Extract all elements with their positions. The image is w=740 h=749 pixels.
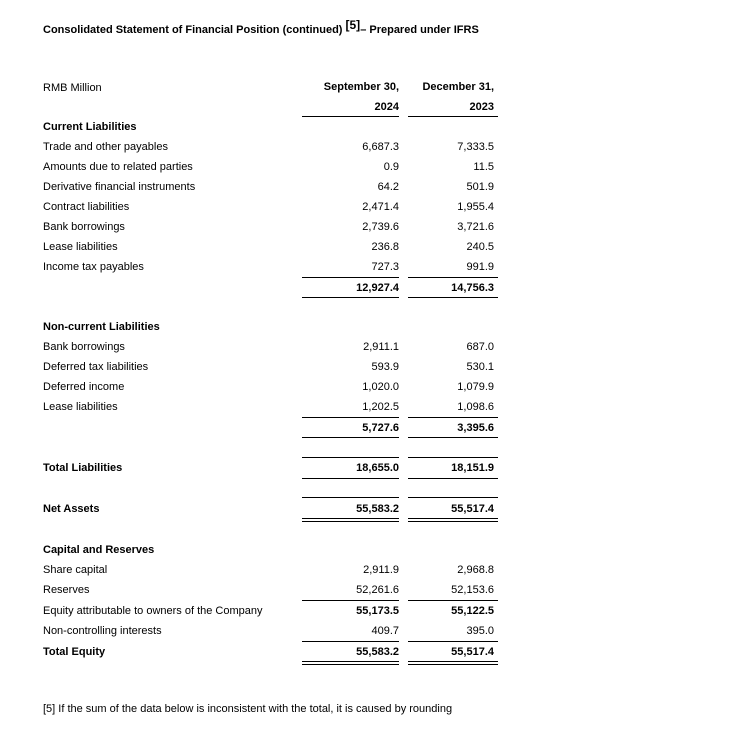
subtotal-2023: 14,756.3 bbox=[451, 282, 494, 294]
table-row bbox=[0, 138, 740, 156]
value-2024: 52,261.6 bbox=[356, 584, 399, 596]
table-row bbox=[0, 561, 740, 579]
value-2023: 240.5 bbox=[466, 241, 494, 253]
row-label: Share capital bbox=[43, 564, 108, 576]
total-liabilities-bottom-rule-2023 bbox=[408, 478, 498, 479]
value-2023: 501.9 bbox=[466, 181, 494, 193]
column-header-2024-line2: 2024 bbox=[374, 101, 399, 113]
header-underline-2024 bbox=[302, 116, 399, 117]
total-liabilities-top-rule-2023 bbox=[408, 457, 498, 458]
statement-title bbox=[43, 18, 479, 36]
total-equity-row bbox=[0, 643, 740, 661]
net-assets-top-rule-2024 bbox=[302, 497, 399, 498]
total-liabilities-bottom-rule-2024 bbox=[302, 478, 399, 479]
value-2023: 55,517.4 bbox=[451, 646, 494, 658]
row-label: Bank borrowings bbox=[43, 341, 125, 353]
total-liabilities-top-rule-2024 bbox=[302, 457, 399, 458]
value-2024: 6,687.3 bbox=[362, 141, 399, 153]
footnote: [5] If the sum of the data below is inconsistent with the total, it is caused by rounding bbox=[43, 703, 453, 715]
column-header-2023 bbox=[396, 77, 494, 117]
subtotal-rule-2024 bbox=[302, 417, 399, 418]
value-2023: 2,968.8 bbox=[457, 564, 494, 576]
value-2023: 1,098.6 bbox=[457, 401, 494, 413]
net-assets-top-rule-2023 bbox=[408, 497, 498, 498]
value-2024: 593.9 bbox=[371, 361, 399, 373]
value-2024: 1,202.5 bbox=[362, 401, 399, 413]
table-row bbox=[0, 258, 740, 276]
subtotal-bottom-rule-2023 bbox=[408, 437, 498, 438]
row-label: Bank borrowings bbox=[43, 221, 125, 233]
value-2023: 55,517.4 bbox=[451, 503, 494, 515]
subtotal-bottom-rule-2024 bbox=[302, 297, 399, 298]
table-row bbox=[0, 581, 740, 599]
value-2024: 55,583.2 bbox=[356, 646, 399, 658]
value-2024: 2,911.1 bbox=[363, 341, 399, 353]
total-liabilities-row bbox=[0, 459, 740, 477]
title-suffix: – Prepared under IFRS bbox=[360, 24, 479, 36]
value-2024: 55,173.5 bbox=[356, 605, 399, 617]
equity-attributable-row bbox=[0, 602, 740, 620]
value-2023: 687.0 bbox=[466, 341, 494, 353]
section-heading-capital-reserves: Capital and Reserves bbox=[43, 544, 155, 556]
non-controlling-interests-row bbox=[0, 622, 740, 640]
row-label: Deferred tax liabilities bbox=[43, 361, 149, 373]
table-row bbox=[0, 338, 740, 356]
section-heading-current-liabilities: Current Liabilities bbox=[43, 121, 137, 133]
column-header-2024 bbox=[301, 77, 399, 117]
subtotal-2024: 12,927.4 bbox=[356, 282, 399, 294]
row-label: Deferred income bbox=[43, 381, 125, 393]
row-label: Amounts due to related parties bbox=[43, 161, 193, 173]
subtotal-rule-2024 bbox=[302, 277, 399, 278]
value-2024: 727.3 bbox=[371, 261, 399, 273]
header-underline-2023 bbox=[408, 116, 498, 117]
subtotal-2024: 5,727.6 bbox=[362, 422, 399, 434]
value-2024: 409.7 bbox=[371, 625, 399, 637]
net-assets-double-rule-2024 bbox=[302, 518, 399, 522]
row-label: Lease liabilities bbox=[43, 241, 118, 253]
value-2023: 52,153.6 bbox=[451, 584, 494, 596]
value-2024: 236.8 bbox=[371, 241, 399, 253]
table-row bbox=[0, 378, 740, 396]
value-2023: 18,151.9 bbox=[451, 462, 494, 474]
net-assets-double-rule-2023 bbox=[408, 518, 498, 522]
section-heading-non-current-liabilities: Non-current Liabilities bbox=[43, 321, 160, 333]
row-label: Income tax payables bbox=[43, 261, 144, 273]
value-2023: 991.9 bbox=[466, 261, 494, 273]
unit-label: RMB Million bbox=[43, 82, 102, 94]
row-label: Non-controlling interests bbox=[43, 625, 162, 637]
table-row bbox=[0, 238, 740, 256]
table-row bbox=[0, 358, 740, 376]
value-2023: 530.1 bbox=[466, 361, 494, 373]
total-equity-double-rule-2024 bbox=[302, 661, 399, 665]
value-2023: 11.5 bbox=[473, 161, 494, 173]
total-equity-top-rule-2023 bbox=[408, 641, 498, 642]
table-row bbox=[0, 178, 740, 196]
value-2024: 18,655.0 bbox=[356, 462, 399, 474]
value-2024: 2,739.6 bbox=[362, 221, 399, 233]
subtotal-bottom-rule-2023 bbox=[408, 297, 498, 298]
table-row bbox=[0, 198, 740, 216]
subtotal-row-non-current-liabilities bbox=[0, 419, 740, 437]
table-row bbox=[0, 218, 740, 236]
footnote-reference: [5] bbox=[345, 18, 361, 32]
row-label: Contract liabilities bbox=[43, 201, 130, 213]
value-2023: 7,333.5 bbox=[457, 141, 494, 153]
row-label: Lease liabilities bbox=[43, 401, 118, 413]
subtotal-rule-2023 bbox=[408, 277, 498, 278]
row-label: Total Liabilities bbox=[43, 462, 123, 474]
table-row bbox=[0, 398, 740, 416]
row-label: Net Assets bbox=[43, 503, 100, 515]
table-row bbox=[0, 158, 740, 176]
subtotal-bottom-rule-2024 bbox=[302, 437, 399, 438]
row-label: Derivative financial instruments bbox=[43, 181, 196, 193]
column-header-2023-line2: 2023 bbox=[469, 101, 494, 113]
value-2023: 1,079.9 bbox=[457, 381, 494, 393]
net-assets-row bbox=[0, 500, 740, 518]
title-main: Consolidated Statement of Financial Position (continued) bbox=[43, 24, 346, 36]
subtotal-row-current-liabilities bbox=[0, 279, 740, 297]
row-label: Equity attributable to owners of the Company bbox=[43, 605, 263, 617]
subtotal-2023: 3,395.6 bbox=[457, 422, 494, 434]
value-2023: 1,955.4 bbox=[457, 201, 494, 213]
value-2024: 2,471.4 bbox=[362, 201, 399, 213]
column-header-2024-line1: September 30, bbox=[323, 81, 399, 93]
value-2024: 2,911.9 bbox=[363, 564, 399, 576]
equity-attr-rule-2024 bbox=[302, 600, 399, 601]
value-2023: 55,122.5 bbox=[451, 605, 494, 617]
total-equity-top-rule-2024 bbox=[302, 641, 399, 642]
column-header-2023-line1: December 31, bbox=[422, 81, 494, 93]
row-label: Reserves bbox=[43, 584, 90, 596]
subtotal-rule-2023 bbox=[408, 417, 498, 418]
value-2024: 64.2 bbox=[377, 181, 399, 193]
equity-attr-rule-2023 bbox=[408, 600, 498, 601]
value-2024: 55,583.2 bbox=[356, 503, 399, 515]
value-2024: 1,020.0 bbox=[362, 381, 399, 393]
value-2024: 0.9 bbox=[383, 161, 399, 173]
value-2023: 3,721.6 bbox=[457, 221, 494, 233]
row-label: Trade and other payables bbox=[43, 141, 168, 153]
total-equity-double-rule-2023 bbox=[408, 661, 498, 665]
row-label: Total Equity bbox=[43, 646, 106, 658]
value-2023: 395.0 bbox=[466, 625, 494, 637]
